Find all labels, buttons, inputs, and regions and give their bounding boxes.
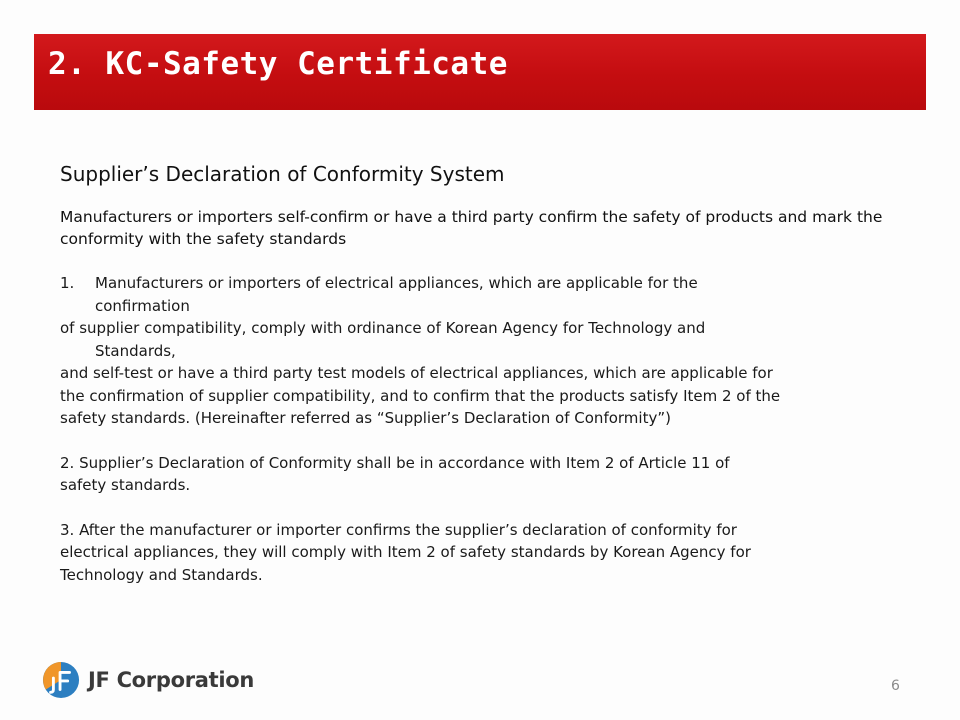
item-1-number: 1. <box>60 274 75 292</box>
spacer <box>60 430 896 452</box>
logo-text: JF Corporation <box>88 668 255 692</box>
slide-content <box>60 162 896 586</box>
item-2-line-1: 2. Supplier’s Declaration of Conformity shall be in accordance with Item 2 of Article 11 of <box>60 453 730 472</box>
page-number: 6 <box>891 678 900 694</box>
item-1-line-6: the confirmation of supplier compatibility, and to confirm that the products satisfy Item 2 of the <box>60 386 781 405</box>
item-3-line-3: Technology and Standards. <box>60 565 263 584</box>
intro-paragraph: Manufacturers or importers self-confirm or have a third party confirm the safety of products and mark the conformity with the safety standards <box>60 208 883 248</box>
item-2-line-2: safety standards. <box>60 476 191 494</box>
jf-logo-icon <box>42 661 80 699</box>
item-1-line-4: Standards, <box>95 341 176 360</box>
item-1-line-5: and self-test or have a third party test models of electrical appliances, which are applicable for <box>60 364 773 382</box>
item-1-line-3: of supplier compatibility, comply with ordinance of Korean Agency for Technology and <box>60 319 706 337</box>
item-3-line-2: electrical appliances, they will comply with Item 2 of safety standards by Korean Agency for <box>60 543 751 561</box>
title-bar <box>34 34 926 110</box>
section-heading: Supplier’s Declaration of Conformity System <box>60 162 505 186</box>
slide-title: 2. KC-Safety Certificate <box>48 46 508 82</box>
item-1 <box>60 272 896 430</box>
company-logo <box>42 660 254 700</box>
item-1-line-7: safety standards. (Hereinafter referred as “Supplier’s Declaration of Conformity”) <box>60 409 671 427</box>
spacer <box>60 497 896 519</box>
item-1-line-2: confirmation <box>95 296 190 315</box>
item-3-line-1: 3. After the manufacturer or importer confirms the supplier’s declaration of conformity for <box>60 520 737 539</box>
item-2 <box>60 452 896 497</box>
item-1-line-1 <box>60 272 896 295</box>
item-1-line-1-text: Manufacturers or importers of electrical appliances, which are applicable for the <box>95 274 698 292</box>
item-3 <box>60 519 896 587</box>
